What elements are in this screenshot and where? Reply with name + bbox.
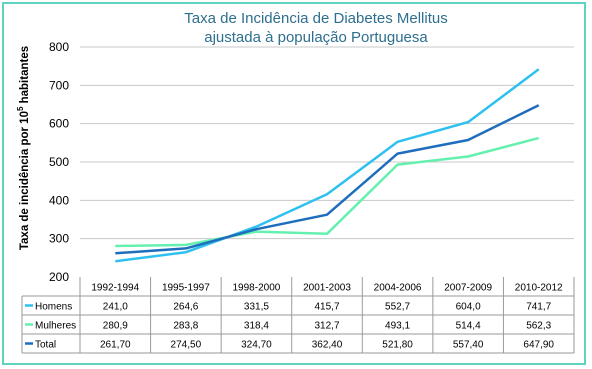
- y-axis-label-tail: habitantes: [19, 45, 31, 107]
- table-value: 283,8: [173, 320, 199, 332]
- data-table: [22, 277, 574, 353]
- series-line: [115, 105, 538, 253]
- legend-label: Total: [35, 339, 57, 351]
- x-category-label: 2007-2009: [444, 282, 493, 294]
- series-lines: [115, 69, 538, 261]
- legend-label: Mulheres: [35, 320, 77, 332]
- table-value: 312,7: [314, 320, 340, 332]
- y-tick-label: 500: [48, 155, 69, 169]
- chart-title-line2: ajustada à população Portuguesa: [204, 29, 428, 46]
- table-value: 415,7: [314, 301, 340, 313]
- y-tick-label: 400: [48, 193, 69, 208]
- table-value: 562,3: [526, 320, 552, 332]
- table-value: 261,70: [99, 339, 131, 351]
- table-value: 604,0: [455, 301, 481, 313]
- table-value: 280,9: [102, 320, 128, 332]
- legend-label: Homens: [35, 301, 73, 313]
- table-value: 647,90: [523, 339, 555, 351]
- table-value: 362,40: [311, 339, 343, 351]
- table-value: 552,7: [385, 301, 411, 313]
- y-tick-label: 700: [48, 78, 69, 93]
- table-value: 274,50: [170, 339, 202, 351]
- y-tick-labels: [49, 40, 69, 284]
- table-value: 241,0: [102, 301, 128, 313]
- y-tick-label: 600: [48, 116, 69, 131]
- table-value: 741,7: [526, 301, 552, 313]
- table-value: 318,4: [243, 320, 269, 332]
- table-value: 493,1: [385, 320, 411, 332]
- y-axis-label: [16, 46, 31, 250]
- y-axis-label-superscript: 5: [16, 106, 25, 112]
- table-value: 264,6: [173, 301, 199, 313]
- x-category-label: 2001-2003: [303, 282, 351, 294]
- table-value: 324,70: [241, 339, 272, 351]
- y-tick-label: 300: [48, 231, 69, 246]
- x-category-label: 1995-1997: [161, 282, 210, 294]
- table-value: 331,5: [243, 301, 269, 313]
- y-tick-label: 200: [48, 270, 69, 284]
- x-category-label: 2010-2012: [514, 282, 563, 294]
- gridlines: [80, 47, 574, 239]
- x-category-label: 1998-2000: [232, 282, 281, 294]
- table-value: 521,80: [382, 339, 413, 351]
- x-category-label: 2004-2006: [373, 282, 422, 294]
- table-value: 514,4: [455, 320, 481, 332]
- table-value: 557,40: [452, 339, 484, 351]
- y-axis-label-main: Taxa de incidência por 10: [19, 111, 31, 251]
- x-category-label: 1992-1994: [91, 282, 140, 294]
- series-line: [115, 138, 538, 246]
- chart-title-line1: Taxa de Incidência de Diabetes Mellitus: [184, 10, 448, 27]
- y-tick-label: 800: [48, 40, 69, 54]
